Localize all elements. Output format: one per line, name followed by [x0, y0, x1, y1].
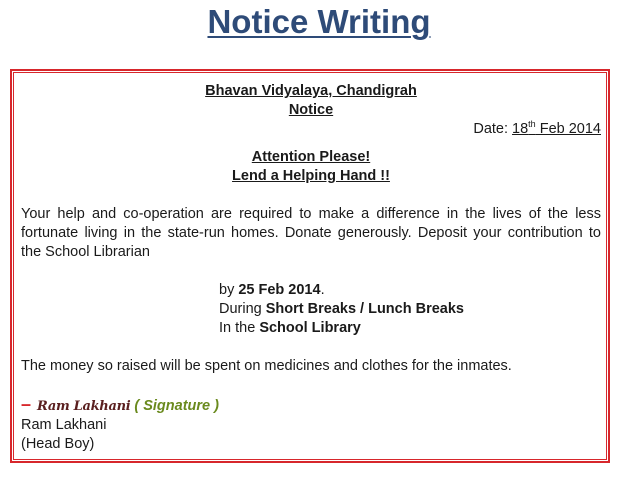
- attention-line: Attention Please!: [251, 149, 371, 165]
- detail-deadline: by 25 Feb 2014.: [219, 282, 325, 298]
- subject-line: Lend a Helping Hand !!: [232, 168, 390, 184]
- signer-role: (Head Boy): [21, 436, 95, 452]
- school-name: Bhavan Vidyalaya, Chandigrah: [205, 83, 417, 99]
- detail-timing: During Short Breaks / Lunch Breaks: [219, 301, 464, 317]
- page-title: [0, 2, 638, 42]
- signer-name: Ram Lakhani: [21, 417, 107, 433]
- notice-body: [21, 82, 601, 454]
- signature-line: [21, 395, 601, 416]
- closing-line: The money so raised will be spent on medicines and clothes for the inmates.: [21, 358, 512, 374]
- signature-script: Ram Lakhani: [37, 399, 131, 414]
- notice-heading: Notice: [288, 102, 334, 118]
- detail-location: In the School Library: [219, 320, 361, 336]
- page-title-text: Notice Writing: [207, 3, 431, 40]
- date-underlined: 18th Feb 2014: [512, 119, 601, 137]
- signature-dash: –: [21, 394, 32, 414]
- notice-date: Date: 18th Feb 2014: [473, 119, 601, 137]
- signature-label: ( Signature ): [134, 398, 219, 414]
- body-paragraph: Your help and co-operation are required to make a difference in the lives of the less fortunate living in the state-run homes. Donate generously. Deposit your contribution to the School Librarian: [21, 206, 601, 260]
